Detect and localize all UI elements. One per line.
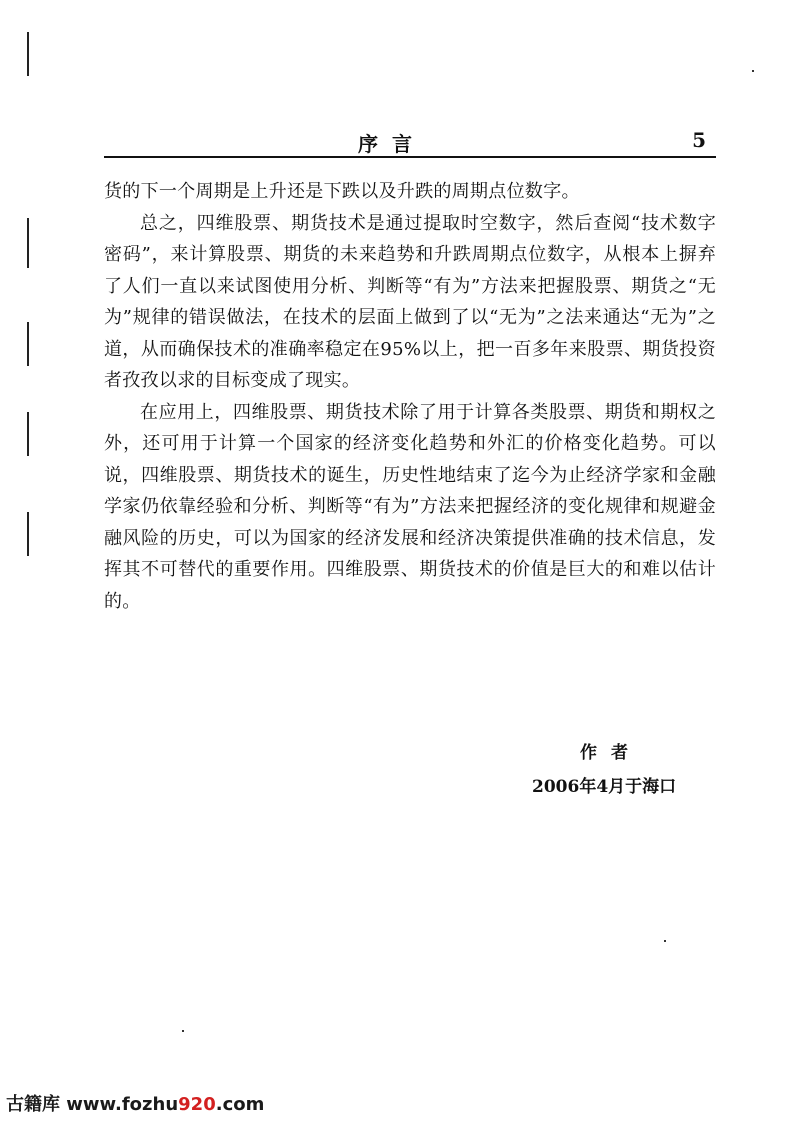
signature-author: 作者 xyxy=(580,743,642,763)
scan-mark xyxy=(27,32,29,76)
watermark-suffix: .com xyxy=(215,1094,265,1115)
signature-block xyxy=(532,736,732,804)
watermark xyxy=(6,1090,264,1116)
paragraph: 货的下一个周期是上升还是下跌以及升跌的周期点位数字。 xyxy=(104,181,580,202)
page-title: 序言 xyxy=(358,132,426,156)
signature-date: 2006年4月于海口 xyxy=(532,777,677,797)
watermark-number: 920 xyxy=(178,1094,216,1115)
paragraph: 在应用上，四维股票、期货技术除了用于计算各类股票、期货和期权之外，还可用于计算一个国家的经济变化趋势和外汇的价格变化趋势。可以说，四维股票、期货技术的诞生，历史性地结束了迄今为止经济学家和金融学家仍依靠经验和分析、判断等“有为”方法来把握经济的变化规律和规避金融风险的历史，可以为国家的经济发展和经济决策提供准确的技术信息，发挥其不可替代的重要作用。四维股票、期货技术的价值是巨大的和难以估计的。 xyxy=(104,401,716,612)
scan-mark xyxy=(27,412,29,456)
header-rule xyxy=(104,156,716,158)
scan-dot xyxy=(752,70,754,72)
watermark-prefix: 古籍库 www.fozhu xyxy=(6,1094,179,1115)
scan-dot xyxy=(664,940,666,942)
page-header xyxy=(104,128,716,160)
scan-mark xyxy=(27,322,29,366)
scan-dot xyxy=(182,1030,184,1032)
page-number: 5 xyxy=(692,128,706,152)
body-text xyxy=(104,176,716,617)
scan-mark xyxy=(27,218,29,268)
paragraph: 总之，四维股票、期货技术是通过提取时空数字，然后查阅“技术数字密码”，来计算股票、期货的未来趋势和升跌周期点位数字，从根本上摒弃了人们一直以来试图使用分析、判断等“有为”方法来把握股票、期货之“无为”规律的错误做法，在技术的层面上做到了以“无为”之法来通达“无为”之道，从而确保技术的准确率稳定在95%以上，把一百多年来股票、期货投资者孜孜以求的目标变成了现实。 xyxy=(104,212,716,391)
scan-mark xyxy=(27,512,29,556)
